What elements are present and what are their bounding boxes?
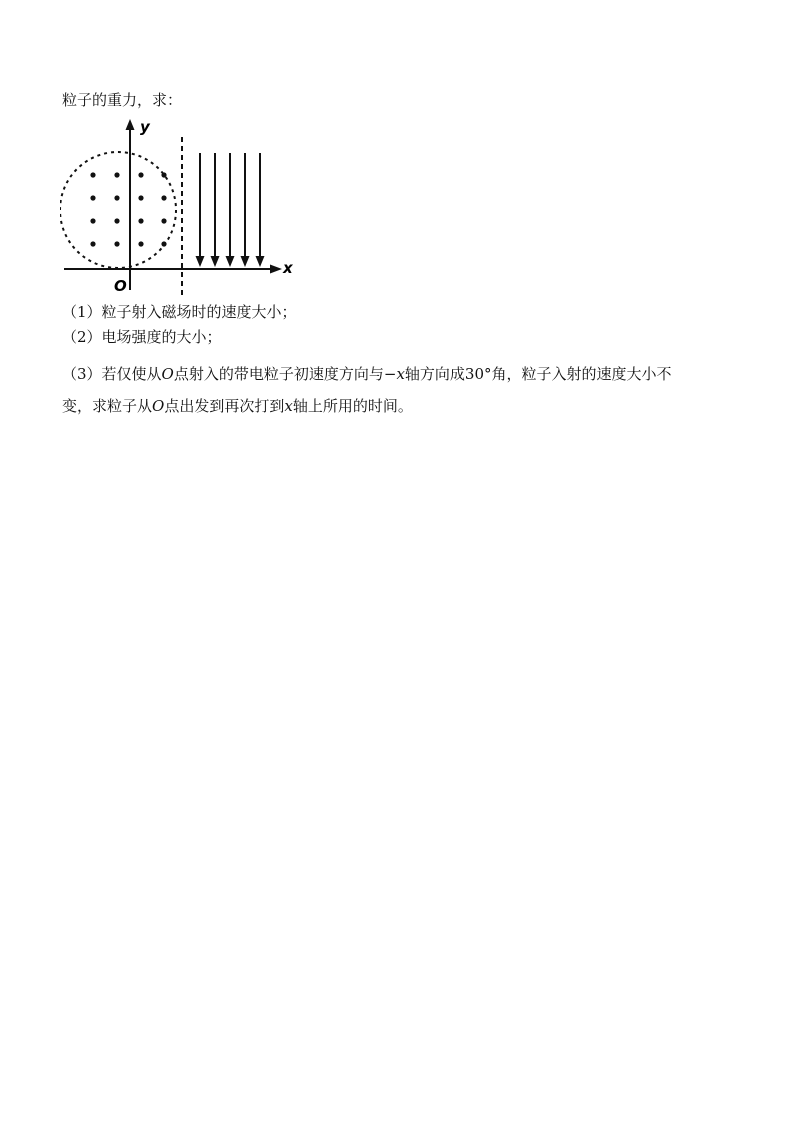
q3-mid1: 点射入的带电粒子初速度方向与 <box>173 365 384 383</box>
q3-origin-symbol-2: O <box>152 397 165 415</box>
magnetic-field-dots <box>90 172 166 246</box>
y-axis-arrow <box>126 119 135 130</box>
q3-mid2: 轴方向成30°角，粒子入射的速度大小不 <box>404 365 672 383</box>
electric-field-arrows <box>196 153 265 267</box>
question-2: （2）电场强度的大小； <box>62 328 222 346</box>
q3-line2-start: 变，求粒子从 <box>62 397 153 415</box>
q3-neg-x: −x <box>383 365 405 383</box>
magnetic-field-boundary <box>60 152 176 268</box>
origin-label: O <box>114 277 127 295</box>
question-3-line-1 <box>62 364 672 384</box>
question-3-line-2 <box>62 396 413 416</box>
x-axis-label: x <box>283 259 293 277</box>
q3-prefix: （3）若仅使从 <box>62 365 162 383</box>
question-1: （1）粒子射入磁场时的速度大小； <box>62 303 297 321</box>
q3-origin-symbol: O <box>161 365 174 383</box>
y-axis-label: y <box>140 118 150 136</box>
intro-text: 粒子的重力，求： <box>62 91 183 109</box>
q3-end: 轴上所用的时间。 <box>292 397 413 415</box>
field-diagram <box>60 115 300 300</box>
q3-x-symbol: x <box>284 397 293 415</box>
x-axis-arrow <box>270 265 282 274</box>
q3-mid3: 点出发到再次打到 <box>164 397 285 415</box>
